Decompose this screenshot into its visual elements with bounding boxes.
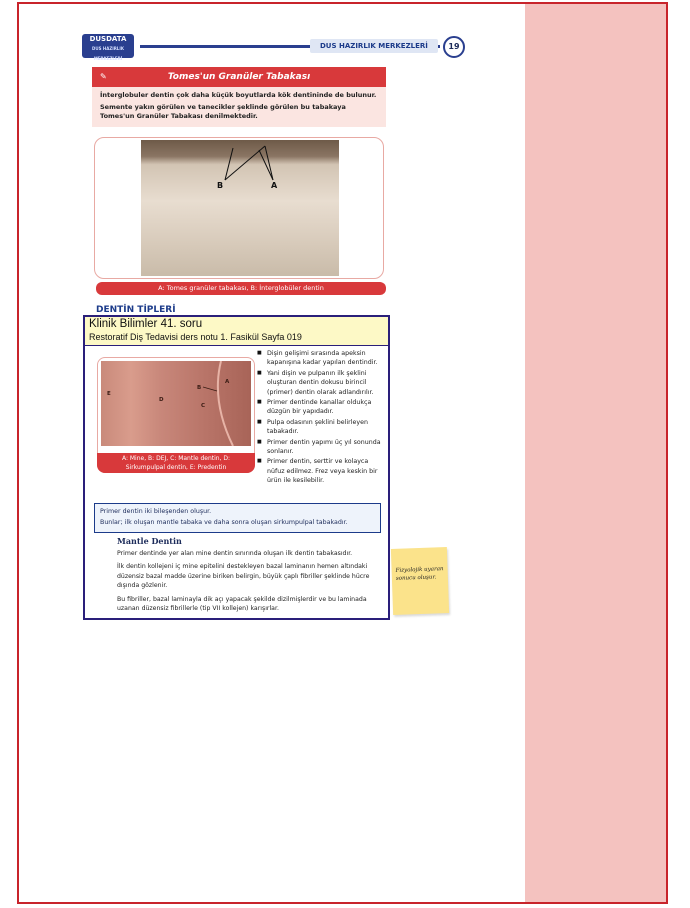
logo-subtext: DUS HAZIRLIK MERKEZLERİ bbox=[92, 46, 124, 61]
tomes-box bbox=[92, 67, 386, 127]
header-tab: DUS HAZIRLIK MERKEZLERİ bbox=[310, 39, 438, 53]
bullet-item: ■ Primer dentinde kanallar oldukça düzgün bir yapıdadır. bbox=[257, 398, 387, 417]
page-number: 19 bbox=[443, 36, 465, 58]
figure2-caption-line2: Sirkumpulpal dentin, E: Predentin bbox=[125, 464, 227, 471]
figure2-caption bbox=[97, 453, 255, 473]
bullet-item: ■ Yani dişin ve pulpanın ilk şeklini oluşturan dentin dokusu birincil (primer) dentin olarak adlandırılır. bbox=[257, 369, 387, 397]
micrograph2-lines bbox=[101, 361, 251, 446]
micrograph-lines bbox=[141, 140, 339, 276]
fig2-label-d: D bbox=[159, 397, 164, 403]
tomes-body bbox=[92, 87, 386, 128]
popup-subtitle: Restoratif Diş Tedavisi ders notu 1. Fasikül Sayfa 019 bbox=[89, 332, 302, 342]
info-line-2: Bunlar; ilk oluşan mantle tabaka ve daha sonra oluşan sirkumpulpal tabakadır. bbox=[100, 519, 348, 526]
tomes-micrograph bbox=[141, 140, 339, 276]
fig2-label-b: B bbox=[197, 385, 202, 391]
mantle-paragraph-3: Bu fibriller, bazal laminayla dik açı yapacak şekilde dizilmişlerdir ve bu laminada uzanan düzensiz fibrillerle (tip VII kollejen) karışırlar. bbox=[117, 595, 367, 613]
tomes-title: Tomes'un Granüler Tabakası bbox=[167, 72, 311, 82]
tomes-header bbox=[92, 67, 386, 87]
fig2-label-a: A bbox=[225, 379, 230, 385]
popup-title: Klinik Bilimler 41. soru bbox=[89, 318, 203, 330]
info-line-1: Primer dentin iki bileşenden oluşur. bbox=[100, 508, 212, 515]
popup-header bbox=[85, 317, 388, 346]
section-title: DENTİN TİPLERİ bbox=[96, 305, 176, 315]
label-b: B bbox=[217, 181, 224, 190]
logo-text: DUSDATA bbox=[89, 35, 127, 43]
fig2-label-e: E bbox=[107, 391, 111, 397]
label-a: A bbox=[271, 181, 278, 190]
dentin-bullet-list bbox=[257, 349, 387, 487]
side-margin bbox=[525, 4, 668, 902]
mantle-title: Mantle Dentin bbox=[117, 536, 182, 546]
bullet-item: ■ Primer dentin, serttir ve kolayca nüfuz edilmez. Frez veya keskin bir ürün ile kesilebilir. bbox=[257, 457, 387, 485]
bullet-item: ■ Primer dentin yapımı üç yıl sonunda sonlanır. bbox=[257, 438, 387, 457]
dentin-micrograph bbox=[101, 361, 251, 446]
tomes-line-1: İnterglobuler dentin çok daha küçük boyutlarda kök dentininde de bulunur. bbox=[100, 91, 377, 99]
dusdata-logo bbox=[82, 34, 134, 61]
sticky-note: Fizyolojik uyaran sonucu oluşur. bbox=[391, 547, 449, 615]
figure2-caption-line1: A: Mine, B: DEJ, C: Mantle dentin, D: bbox=[121, 455, 231, 462]
mantle-paragraph-1: Primer dentinde yer alan mine dentin sınırında oluşan ilk dentin tabakasıdır. bbox=[117, 550, 353, 557]
primer-info-box bbox=[94, 503, 381, 533]
bullet-item: ■ Pulpa odasının şeklini belirleyen tabakadır. bbox=[257, 418, 387, 437]
mantle-body bbox=[117, 549, 387, 617]
fig2-label-c: C bbox=[201, 403, 206, 409]
mantle-paragraph-2: İlk dentin kollejeni iç mine epitelini destekleyen bazal laminanın hemen altındaki düzensiz bazal madde üzerine biriken belirgin, büyük çaplı fibriller şeklinde hücre dışında gözlenir. bbox=[117, 563, 370, 590]
pencil-icon: ✎ bbox=[100, 72, 107, 81]
question-popup bbox=[83, 315, 390, 620]
figure1-caption: A: Tomes granüler tabakası, B: İnterglobüler dentin bbox=[96, 282, 386, 295]
bullet-item: ■ Dişin gelişimi sırasında apeksin kapanışına kadar yapılan dentindir. bbox=[257, 349, 387, 368]
tomes-line-2: Semente yakın görülen ve tanecikler şeklinde görülen bu tabakaya Tomes'un Granüler Tabakası denilmektedir. bbox=[100, 103, 346, 120]
